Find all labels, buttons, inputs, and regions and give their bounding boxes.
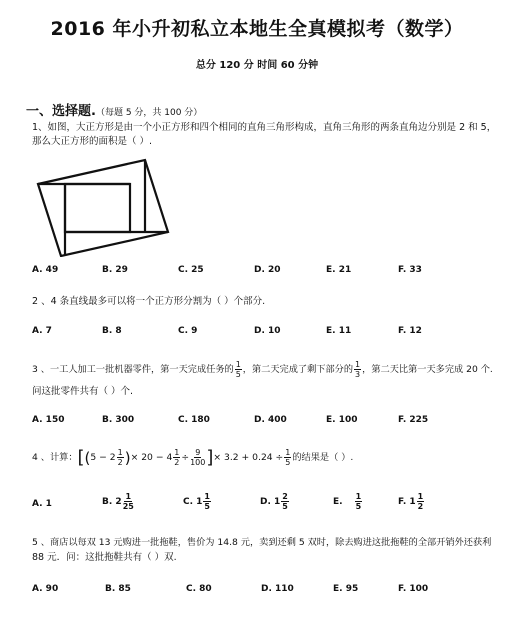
q4-option-f-den: 2 bbox=[417, 502, 424, 511]
q4-option-c-num: 1 bbox=[204, 492, 210, 501]
q1-option-c[interactable]: C. 25 bbox=[178, 265, 204, 275]
q4-f1-num: 1 bbox=[117, 448, 123, 457]
q4-option-b-fraction bbox=[123, 492, 134, 511]
q4-option-f-label: F. 1 bbox=[398, 497, 416, 507]
page-title: 2016 年小升初私立本地生全真模拟考（数学） bbox=[50, 18, 464, 40]
q5-option-f[interactable]: F. 100 bbox=[398, 584, 429, 594]
q4-option-f[interactable] bbox=[398, 492, 425, 511]
q4-f4-num: 1 bbox=[285, 448, 291, 457]
q4-option-b-num: 1 bbox=[125, 492, 132, 501]
q3-fraction-1 bbox=[235, 360, 242, 379]
q2-option-a[interactable]: A. 7 bbox=[32, 326, 52, 336]
question-4-expression bbox=[32, 448, 353, 467]
q3-option-b[interactable]: B. 300 bbox=[102, 415, 135, 425]
exam-info: 总分 120 分 时间 60 分钟 bbox=[195, 60, 319, 71]
q3-frac2-num: 1 bbox=[355, 360, 361, 369]
q4-option-a[interactable] bbox=[32, 499, 52, 509]
q4-f3-den: 100 bbox=[190, 458, 206, 467]
q4-fraction-1 bbox=[117, 448, 124, 467]
q4-term-3: ÷ bbox=[181, 452, 190, 463]
q4-option-e-den: 5 bbox=[355, 502, 362, 511]
q4-f2-num: 1 bbox=[174, 448, 180, 457]
inner-paren-left: ( bbox=[84, 448, 91, 467]
q4-option-f-fraction bbox=[417, 492, 425, 511]
question-1-line-1: 1、如图，大正方形是由一个小正方形和四个相同的直角三角形构成，直角三角形的两条直角边分别是 2 和 5， bbox=[32, 122, 497, 133]
question-3-options bbox=[0, 415, 514, 435]
q3-fraction-2 bbox=[354, 360, 361, 379]
q4-prefix: 4 、计算： bbox=[32, 452, 78, 463]
q5-option-a[interactable]: A. 90 bbox=[32, 584, 59, 594]
q5-option-e[interactable]: E. 95 bbox=[333, 584, 359, 594]
question-5-line-1: 5 、商店以每双 13 元购进一批拖鞋，售价为 14.8 元，卖到还剩 5 双时，除去购进这批拖鞋的全部开销外还获利 bbox=[32, 537, 492, 548]
q4-option-d-num: 2 bbox=[282, 492, 288, 501]
inner-paren-right: ) bbox=[124, 448, 131, 467]
question-2-text: 2 、4 条直线最多可以将一个正方形分割为（ ）个部分. bbox=[32, 296, 266, 307]
question-5-line-2: 88 元．问：这批拖鞋共有（ ）双. bbox=[32, 552, 177, 563]
question-1-options bbox=[0, 265, 514, 285]
q3-option-d[interactable]: D. 400 bbox=[254, 415, 287, 425]
q4-option-a-label: A. 1 bbox=[32, 499, 52, 509]
small-square bbox=[65, 184, 130, 232]
q4-option-e-label: E. bbox=[333, 497, 343, 507]
q4-option-c-den: 5 bbox=[204, 502, 210, 511]
q5-option-d[interactable]: D. 110 bbox=[261, 584, 294, 594]
q4-option-e-num: 1 bbox=[355, 492, 362, 501]
q4-option-b-label: B. 2 bbox=[102, 497, 122, 507]
outer-bracket-left: [ bbox=[77, 446, 85, 468]
q5-option-b[interactable]: B. 85 bbox=[105, 584, 131, 594]
q4-option-e-fraction bbox=[355, 492, 363, 511]
q5-option-c[interactable]: C. 80 bbox=[186, 584, 212, 594]
q3-option-e[interactable]: E. 100 bbox=[326, 415, 358, 425]
q3-option-f[interactable]: F. 225 bbox=[398, 415, 429, 425]
q4-option-e[interactable] bbox=[333, 492, 363, 511]
q4-option-d-fraction bbox=[281, 492, 289, 511]
q4-fraction-4 bbox=[284, 448, 291, 467]
square-diagram bbox=[35, 157, 170, 257]
q4-option-c-label: C. 1 bbox=[183, 497, 203, 507]
q1-option-d[interactable]: D. 20 bbox=[254, 265, 281, 275]
question-2-options bbox=[0, 326, 514, 346]
q4-suffix: 的结果是（ ）. bbox=[292, 452, 354, 463]
q2-option-f[interactable]: F. 12 bbox=[398, 326, 422, 336]
q4-term-4: × 3.2 + 0.24 ÷ bbox=[213, 452, 284, 463]
q3-option-a[interactable]: A. 150 bbox=[32, 415, 65, 425]
section-note: （每题 5 分，共 100 分） bbox=[95, 108, 203, 118]
question-3-line-2: 问这批零件共有（ ）个. bbox=[32, 386, 134, 397]
big-square bbox=[38, 160, 168, 256]
q4-option-d[interactable] bbox=[260, 492, 290, 511]
q3-frac1-num: 1 bbox=[235, 360, 241, 369]
q4-f1-den: 2 bbox=[117, 458, 123, 467]
q4-option-f-num: 1 bbox=[417, 492, 424, 501]
q4-fraction-2 bbox=[173, 448, 180, 467]
q2-option-c[interactable]: C. 9 bbox=[178, 326, 198, 336]
q1-option-a[interactable]: A. 49 bbox=[32, 265, 59, 275]
q4-f3-num: 9 bbox=[195, 448, 201, 457]
section-title: 一、选择题. bbox=[26, 104, 96, 119]
q4-term-2: × 20 − 4 bbox=[130, 452, 173, 463]
q3-option-c[interactable]: C. 180 bbox=[178, 415, 210, 425]
q3-part-3: ，第二天比第一天多完成 20 个. bbox=[362, 364, 493, 375]
q3-part-1: 3 、一工人加工一批机器零件，第一天完成任务的 bbox=[32, 364, 234, 375]
q2-option-e[interactable]: E. 11 bbox=[326, 326, 352, 336]
q4-option-c[interactable] bbox=[183, 492, 212, 511]
section-heading bbox=[26, 100, 202, 119]
q4-term-1: 5 − 2 bbox=[90, 452, 116, 463]
q4-option-d-label: D. 1 bbox=[260, 497, 281, 507]
q4-option-b-den: 25 bbox=[122, 502, 134, 511]
q1-option-e[interactable]: E. 21 bbox=[326, 265, 352, 275]
q4-fraction-3 bbox=[190, 448, 205, 467]
q3-frac2-den: 3 bbox=[355, 370, 361, 379]
q2-option-b[interactable]: B. 8 bbox=[102, 326, 122, 336]
q2-option-d[interactable]: D. 10 bbox=[254, 326, 281, 336]
q1-option-f[interactable]: F. 33 bbox=[398, 265, 422, 275]
q4-f2-den: 2 bbox=[174, 458, 180, 467]
question-4-options bbox=[0, 492, 514, 522]
question-5-options bbox=[0, 584, 514, 604]
q4-option-d-den: 5 bbox=[282, 502, 288, 511]
outer-bracket-right: ] bbox=[206, 446, 214, 468]
q4-option-b[interactable] bbox=[102, 492, 135, 511]
question-3-line-1 bbox=[32, 360, 493, 379]
q4-option-c-fraction bbox=[203, 492, 211, 511]
q1-option-b[interactable]: B. 29 bbox=[102, 265, 128, 275]
q3-part-2: ，第二天完成了剩下部分的 bbox=[242, 364, 354, 375]
q4-f4-den: 5 bbox=[285, 458, 291, 467]
question-1-line-2: 那么大正方形的面积是（ ）. bbox=[32, 136, 153, 147]
q3-frac1-den: 5 bbox=[235, 370, 241, 379]
